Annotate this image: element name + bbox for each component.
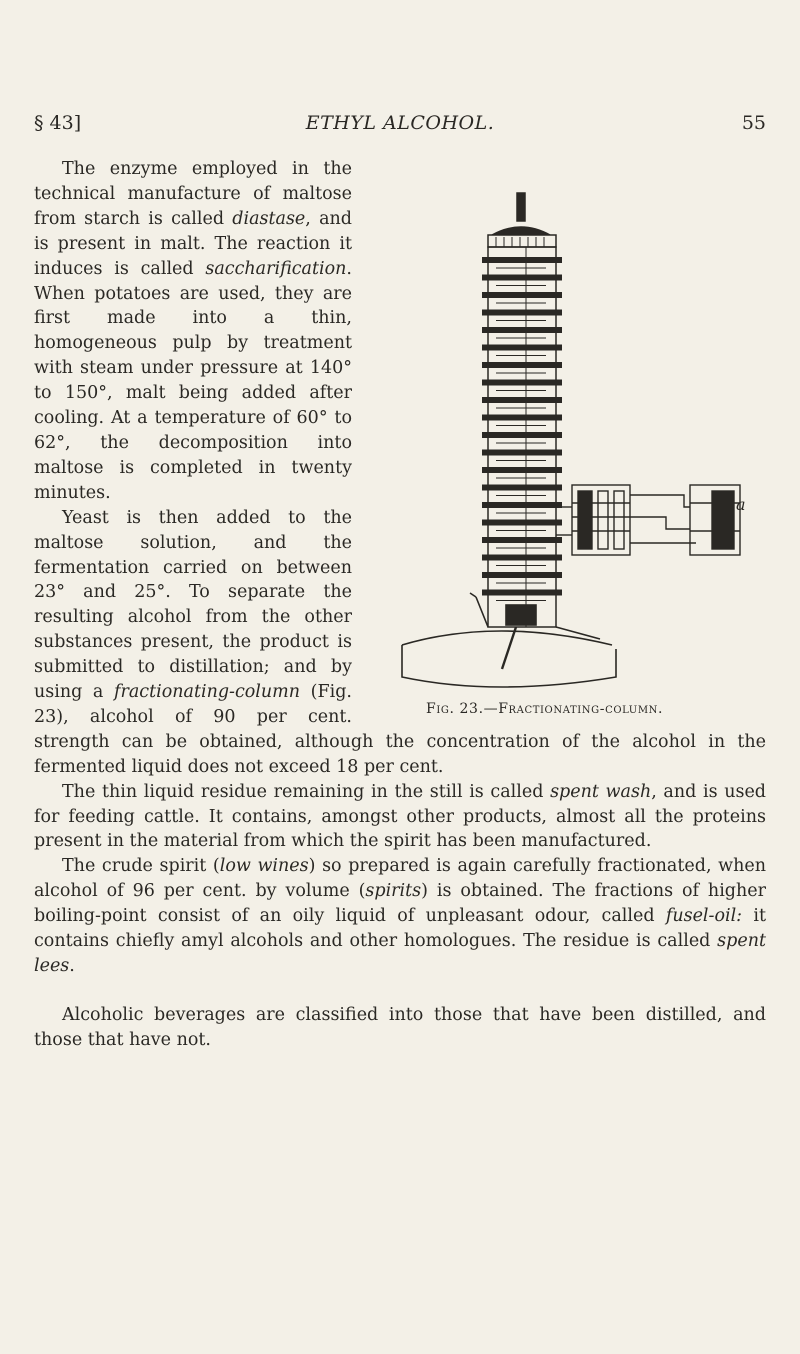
paragraph-3: The thin liquid residue remaining in the still is called spent wash, and is used for feeding cattle. It contains, amongst other products, almost all the proteins present in the material from which the spirit has been manufactured. [34,781,766,852]
column-plate [482,257,562,263]
column-plate [482,520,562,526]
column-plate [482,362,562,368]
figure-caption: Fig. 23.—Fractionating-column. [426,701,664,717]
body-text [34,157,766,1053]
paragraph-2: Yeast is then added to the maltose solution, and the fermentation carried on between 23° and 25°. To separate the resulting alcohol from the other substances present, the product is submitted to distillation; and by using a fractionating-column (Fig. 23), alcohol of 90 per cent. strength can be obtained, although the concentration of the alcohol in the fermented liquid does not exceed 18 per cent. [34,507,766,777]
running-header [34,112,766,142]
column-plate [482,345,562,351]
column-plates [482,257,562,601]
column-plate [482,572,562,578]
column-plate [482,275,562,281]
column-plate [482,502,562,508]
column-plate [482,432,562,438]
column-plate [482,292,562,298]
paragraph-5: Alcoholic beverages are classified into those that have been distilled, and those that have not. [34,1004,766,1050]
column-plate [482,450,562,456]
paragraph-4: The crude spirit (low wines) so prepared is again carefully fractionated, when alcohol of 96 per cent. by volume (spirits) is obtained. The fractions of higher boiling-point consist of an oily liquid of unpleasant odour, called fusel-oil: it contains chiefly amyl alcohols and other homologues. The residue is called spent lees. [34,856,767,976]
column-plate [482,485,562,491]
column-plate [482,467,562,473]
column-plate [482,310,562,316]
column-plate [482,415,562,421]
figure-label-a: a [736,495,746,514]
section-number: § 43] [34,112,82,134]
column-plate [482,380,562,386]
figure-23 [366,157,766,723]
running-title: ETHYL ALCOHOL. [305,112,495,134]
page-number: 55 [741,112,766,134]
paragraph-1: The enzyme employed in the technical manufacture of maltose from starch is called diastase, and is present in malt. The reaction it induces is called saccharification. When potatoes are used, they are first made into a thin, homogeneous pulp by treatment with steam under pressure at 140° to 150°, malt being added after cooling. At a temperature of 60° to 62°, the decomposition into maltose is completed in twenty minutes. [34,159,352,503]
fractionating-column-illustration [366,157,766,697]
column-plate [482,555,562,561]
column-plate [482,327,562,333]
column-plate [482,397,562,403]
column-plate [482,590,562,596]
column-plate [482,537,562,543]
